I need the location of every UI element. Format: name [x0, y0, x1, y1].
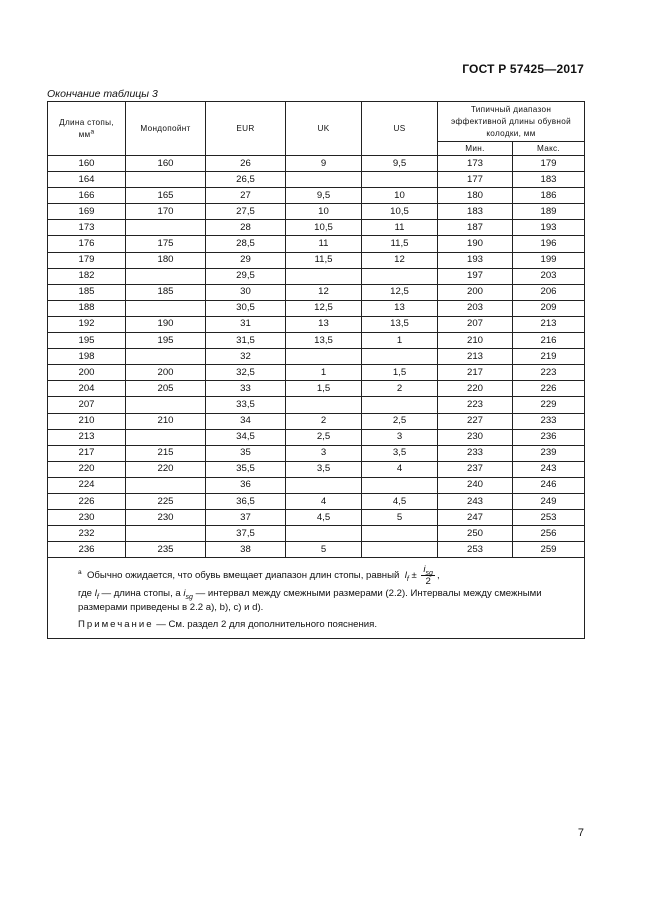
- table-cell: 173: [48, 220, 126, 236]
- table-cell: 34,5: [206, 429, 286, 445]
- table-cell: 215: [126, 445, 206, 461]
- table-row: [48, 188, 585, 204]
- table-cell: 30,5: [206, 300, 286, 316]
- header-max: Макс.: [513, 142, 585, 156]
- table-cell: 193: [438, 252, 513, 268]
- table-cell: [126, 349, 206, 365]
- table-cell: 190: [438, 236, 513, 252]
- table-cell: 250: [438, 526, 513, 542]
- table-cell: 243: [438, 493, 513, 509]
- table-cell: 12: [286, 284, 362, 300]
- table-cell: 28,5: [206, 236, 286, 252]
- table-cell: 207: [438, 316, 513, 332]
- table-cell: 32,5: [206, 365, 286, 381]
- table-cell: 31: [206, 316, 286, 332]
- table-cell: 186: [513, 188, 585, 204]
- table-row: [48, 381, 585, 397]
- table-cell: 26,5: [206, 172, 286, 188]
- table-cell: 210: [126, 413, 206, 429]
- table-cell: 36,5: [206, 493, 286, 509]
- table-cell: 10,5: [362, 204, 438, 220]
- table-cell: 10: [362, 188, 438, 204]
- table-cell: 183: [438, 204, 513, 220]
- table-cell: [286, 172, 362, 188]
- table-cell: 36: [206, 477, 286, 493]
- table-cell: [126, 268, 206, 284]
- table-cell: 3,5: [286, 461, 362, 477]
- table-cell: 200: [48, 365, 126, 381]
- table-cell: 209: [513, 300, 585, 316]
- footnote-formula: $l_f$ ± $\frac{i_{sg}}{2}$ ,: [404, 564, 440, 588]
- table-row: [48, 493, 585, 509]
- table-cell: 232: [48, 526, 126, 542]
- table-cell: 2: [286, 413, 362, 429]
- table-cell: 233: [513, 413, 585, 429]
- table-cell: 175: [126, 236, 206, 252]
- table-cell: 226: [513, 381, 585, 397]
- header-min: Мин.: [438, 142, 513, 156]
- table-cell: 160: [126, 156, 206, 172]
- table-cell: 27: [206, 188, 286, 204]
- table-cell: 176: [48, 236, 126, 252]
- table-cell: 29,5: [206, 268, 286, 284]
- table-cell: 225: [126, 493, 206, 509]
- table-row: [48, 510, 585, 526]
- table-cell: [362, 477, 438, 493]
- table-cell: [286, 526, 362, 542]
- table-cell: 30: [206, 284, 286, 300]
- table-cell: 1,5: [286, 381, 362, 397]
- table-cell: 259: [513, 542, 585, 558]
- table-cell: 29: [206, 252, 286, 268]
- table-row: [48, 284, 585, 300]
- header-foot-length: Длина стопы, $мм^a$: [48, 102, 126, 156]
- table-row: [48, 156, 585, 172]
- table-cell: 213: [513, 316, 585, 332]
- table-row: [48, 397, 585, 413]
- table-cell: 196: [513, 236, 585, 252]
- table-cell: 173: [438, 156, 513, 172]
- table-cell: 12: [362, 252, 438, 268]
- table-notes: [48, 558, 585, 639]
- table-cell: 4: [286, 493, 362, 509]
- table-cell: 236: [513, 429, 585, 445]
- table-cell: 34: [206, 413, 286, 429]
- table-cell: [126, 300, 206, 316]
- table-cell: 1: [286, 365, 362, 381]
- table-row: [48, 300, 585, 316]
- table-cell: 38: [206, 542, 286, 558]
- table-cell: 185: [126, 284, 206, 300]
- table-cell: 5: [362, 510, 438, 526]
- table-cell: [286, 477, 362, 493]
- table-cell: 204: [48, 381, 126, 397]
- table-cell: 200: [438, 284, 513, 300]
- table-cell: 3: [286, 445, 362, 461]
- table-row: [48, 349, 585, 365]
- table-cell: 165: [126, 188, 206, 204]
- header-mondopoint: Мондопойнт: [126, 102, 206, 156]
- table-cell: 1,5: [362, 365, 438, 381]
- table-cell: 11: [286, 236, 362, 252]
- table-row: [48, 268, 585, 284]
- table-cell: 217: [48, 445, 126, 461]
- table-cell: 236: [48, 542, 126, 558]
- table-cell: 33,5: [206, 397, 286, 413]
- footnote-where: где $l_f$ — длина стопы, а $i_{sg}$ — интервал между смежными размерами (2.2). Интервалы между смежными размерами приведены в 2.2 a), b), c) и d).: [78, 588, 542, 614]
- table-cell: 253: [438, 542, 513, 558]
- table-cell: [362, 349, 438, 365]
- table-caption: Окончание таблицы 3: [47, 88, 158, 100]
- table-cell: [286, 349, 362, 365]
- footnote-a: $^a$ Обычно ожидается, что обувь вмещает диапазон длин стопы, равный $l_f$ ± $\frac{i_{sg}}{2}$ ,: [78, 564, 440, 588]
- table-cell: [362, 526, 438, 542]
- table-row: [48, 542, 585, 558]
- table-cell: 230: [126, 510, 206, 526]
- table-cell: [362, 172, 438, 188]
- table-cell: 256: [513, 526, 585, 542]
- header-us: US: [362, 102, 438, 156]
- table-cell: 185: [48, 284, 126, 300]
- table-cell: 9,5: [286, 188, 362, 204]
- table-cell: 35,5: [206, 461, 286, 477]
- table-cell: 33: [206, 381, 286, 397]
- table-cell: [126, 526, 206, 542]
- table-cell: 160: [48, 156, 126, 172]
- table-cell: 13: [286, 316, 362, 332]
- table-cell: 213: [48, 429, 126, 445]
- table-cell: 4: [362, 461, 438, 477]
- table-row: [48, 220, 585, 236]
- table-cell: 11,5: [362, 236, 438, 252]
- table-cell: [286, 397, 362, 413]
- table-row: [48, 365, 585, 381]
- table-cell: 198: [48, 349, 126, 365]
- table-cell: 206: [513, 284, 585, 300]
- table-cell: [126, 429, 206, 445]
- table-cell: 187: [438, 220, 513, 236]
- table-cell: 12,5: [362, 284, 438, 300]
- table-cell: 210: [438, 333, 513, 349]
- table-cell: 31,5: [206, 333, 286, 349]
- table-cell: 13: [362, 300, 438, 316]
- table-cell: 229: [513, 397, 585, 413]
- table-cell: 220: [48, 461, 126, 477]
- table-row: [48, 526, 585, 542]
- table-cell: 11: [362, 220, 438, 236]
- table-cell: 13,5: [286, 333, 362, 349]
- table-row: [48, 316, 585, 332]
- table-cell: 179: [48, 252, 126, 268]
- table-row: [48, 429, 585, 445]
- table-row: [48, 252, 585, 268]
- table-cell: 32: [206, 349, 286, 365]
- table-cell: 180: [126, 252, 206, 268]
- table-cell: 37: [206, 510, 286, 526]
- table-cell: 177: [438, 172, 513, 188]
- table-cell: 183: [513, 172, 585, 188]
- table-cell: 230: [438, 429, 513, 445]
- table-cell: 166: [48, 188, 126, 204]
- table-cell: 3,5: [362, 445, 438, 461]
- table-cell: 220: [438, 381, 513, 397]
- table-cell: 164: [48, 172, 126, 188]
- table-cell: 220: [126, 461, 206, 477]
- table-cell: 3: [362, 429, 438, 445]
- table-row: [48, 204, 585, 220]
- table-cell: 10,5: [286, 220, 362, 236]
- table-cell: 2,5: [362, 413, 438, 429]
- table-cell: 13,5: [362, 316, 438, 332]
- table-cell: 210: [48, 413, 126, 429]
- table-cell: 190: [126, 316, 206, 332]
- table-row: [48, 236, 585, 252]
- table-cell: 179: [513, 156, 585, 172]
- sizes-table: [47, 101, 585, 639]
- table-cell: 213: [438, 349, 513, 365]
- header-last-range: Типичный диапазон эффективной длины обувной колодки, мм: [438, 102, 585, 142]
- table-cell: 27,5: [206, 204, 286, 220]
- table-cell: 2,5: [286, 429, 362, 445]
- table-cell: 239: [513, 445, 585, 461]
- table-cell: 246: [513, 477, 585, 493]
- table-cell: 188: [48, 300, 126, 316]
- table-cell: 216: [513, 333, 585, 349]
- table-cell: 170: [126, 204, 206, 220]
- table-cell: 230: [48, 510, 126, 526]
- table-cell: 207: [48, 397, 126, 413]
- table-cell: 219: [513, 349, 585, 365]
- table-row: [48, 172, 585, 188]
- table-cell: 199: [513, 252, 585, 268]
- table-cell: 203: [438, 300, 513, 316]
- table-cell: [126, 172, 206, 188]
- header-eur: EUR: [206, 102, 286, 156]
- table-cell: 28: [206, 220, 286, 236]
- table-cell: [362, 397, 438, 413]
- table-cell: [362, 268, 438, 284]
- table-cell: [286, 268, 362, 284]
- table-cell: 237: [438, 461, 513, 477]
- table-cell: 203: [513, 268, 585, 284]
- table-cell: [126, 220, 206, 236]
- table-cell: 11,5: [286, 252, 362, 268]
- table-cell: 240: [438, 477, 513, 493]
- table-cell: 200: [126, 365, 206, 381]
- table-cell: 243: [513, 461, 585, 477]
- table-cell: 233: [438, 445, 513, 461]
- table-cell: 4,5: [286, 510, 362, 526]
- table-cell: 26: [206, 156, 286, 172]
- table-cell: 227: [438, 413, 513, 429]
- table-cell: [126, 397, 206, 413]
- table-row: [48, 413, 585, 429]
- table-cell: 182: [48, 268, 126, 284]
- table-row: [48, 333, 585, 349]
- table-cell: 35: [206, 445, 286, 461]
- table-row: [48, 477, 585, 493]
- table-cell: 37,5: [206, 526, 286, 542]
- table-row: [48, 445, 585, 461]
- table-note: Примечание — См. раздел 2 для дополнительного пояснения.: [78, 619, 378, 631]
- table-cell: 10: [286, 204, 362, 220]
- table-cell: 195: [126, 333, 206, 349]
- table-cell: 223: [513, 365, 585, 381]
- table-cell: 9,5: [362, 156, 438, 172]
- table-cell: 169: [48, 204, 126, 220]
- table-cell: 235: [126, 542, 206, 558]
- table-cell: 2: [362, 381, 438, 397]
- table-cell: 193: [513, 220, 585, 236]
- table-cell: 224: [48, 477, 126, 493]
- table-cell: 226: [48, 493, 126, 509]
- table-cell: 249: [513, 493, 585, 509]
- table-cell: 189: [513, 204, 585, 220]
- table-cell: 192: [48, 316, 126, 332]
- header-uk: UK: [286, 102, 362, 156]
- table-cell: 12,5: [286, 300, 362, 316]
- table-cell: 4,5: [362, 493, 438, 509]
- page-number: 7: [577, 827, 584, 839]
- table-cell: 180: [438, 188, 513, 204]
- table-cell: 217: [438, 365, 513, 381]
- table-cell: 197: [438, 268, 513, 284]
- table-cell: 223: [438, 397, 513, 413]
- table-cell: 205: [126, 381, 206, 397]
- table-cell: [126, 477, 206, 493]
- table-cell: 5: [286, 542, 362, 558]
- table-cell: 247: [438, 510, 513, 526]
- table-cell: 195: [48, 333, 126, 349]
- table-cell: 253: [513, 510, 585, 526]
- table-row: [48, 461, 585, 477]
- table-cell: [362, 542, 438, 558]
- table-body: [48, 156, 585, 558]
- standard-code: ГОСТ Р 57425—2017: [462, 62, 584, 76]
- table-cell: 9: [286, 156, 362, 172]
- table-cell: 1: [362, 333, 438, 349]
